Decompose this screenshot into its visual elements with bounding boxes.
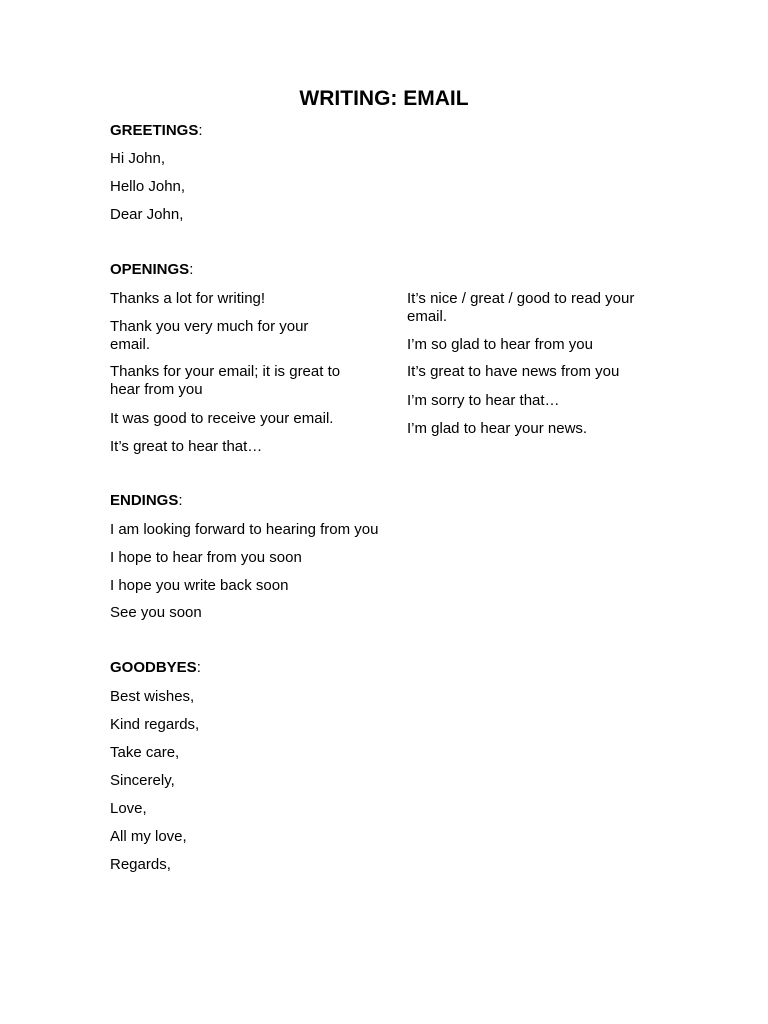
opening-item: Thank you very much for your [110,318,309,335]
opening-item: It’s great to hear that… [110,438,263,455]
opening-item-continued: email. [110,336,151,353]
page-title: WRITING: EMAIL [299,87,469,110]
goodbyes-heading: GOODBYES: [110,659,201,676]
opening-item: It’s great to have news from you [407,363,620,380]
opening-item-continued: hear from you [110,381,203,398]
goodbye-item: Love, [110,800,147,817]
endings-heading: ENDINGS: [110,492,183,509]
goodbye-item: Sincerely, [110,772,175,789]
greeting-item: Hi John, [110,150,166,167]
ending-item: I am looking forward to hearing from you [110,521,379,538]
opening-item: Thanks for your email; it is great to [110,363,341,380]
goodbye-item: Take care, [110,744,180,761]
goodbye-item: Regards, [110,856,171,873]
ending-item: See you soon [110,604,202,621]
opening-item: I’m so glad to hear from you [407,336,593,353]
greetings-heading-label: GREETINGS [110,122,199,139]
opening-item-continued: email. [407,308,448,325]
ending-item: I hope you write back soon [110,577,289,594]
endings-heading-label: ENDINGS [110,492,179,509]
greetings-heading: GREETINGS: [110,122,203,139]
greeting-item: Hello John, [110,178,186,195]
ending-item: I hope to hear from you soon [110,549,302,566]
greeting-item: Dear John, [110,206,184,223]
goodbye-item: Kind regards, [110,716,200,733]
openings-heading-label: OPENINGS [110,261,190,278]
goodbye-item: All my love, [110,828,187,845]
opening-item: I’m glad to hear your news. [407,420,588,437]
opening-item: It was good to receive your email. [110,410,334,427]
goodbye-item: Best wishes, [110,688,195,705]
opening-item: I’m sorry to hear that… [407,392,560,409]
goodbyes-heading-label: GOODBYES [110,659,197,676]
openings-heading: OPENINGS: [110,261,194,278]
opening-item: It’s nice / great / good to read your [407,290,635,307]
opening-item: Thanks a lot for writing! [110,290,266,307]
